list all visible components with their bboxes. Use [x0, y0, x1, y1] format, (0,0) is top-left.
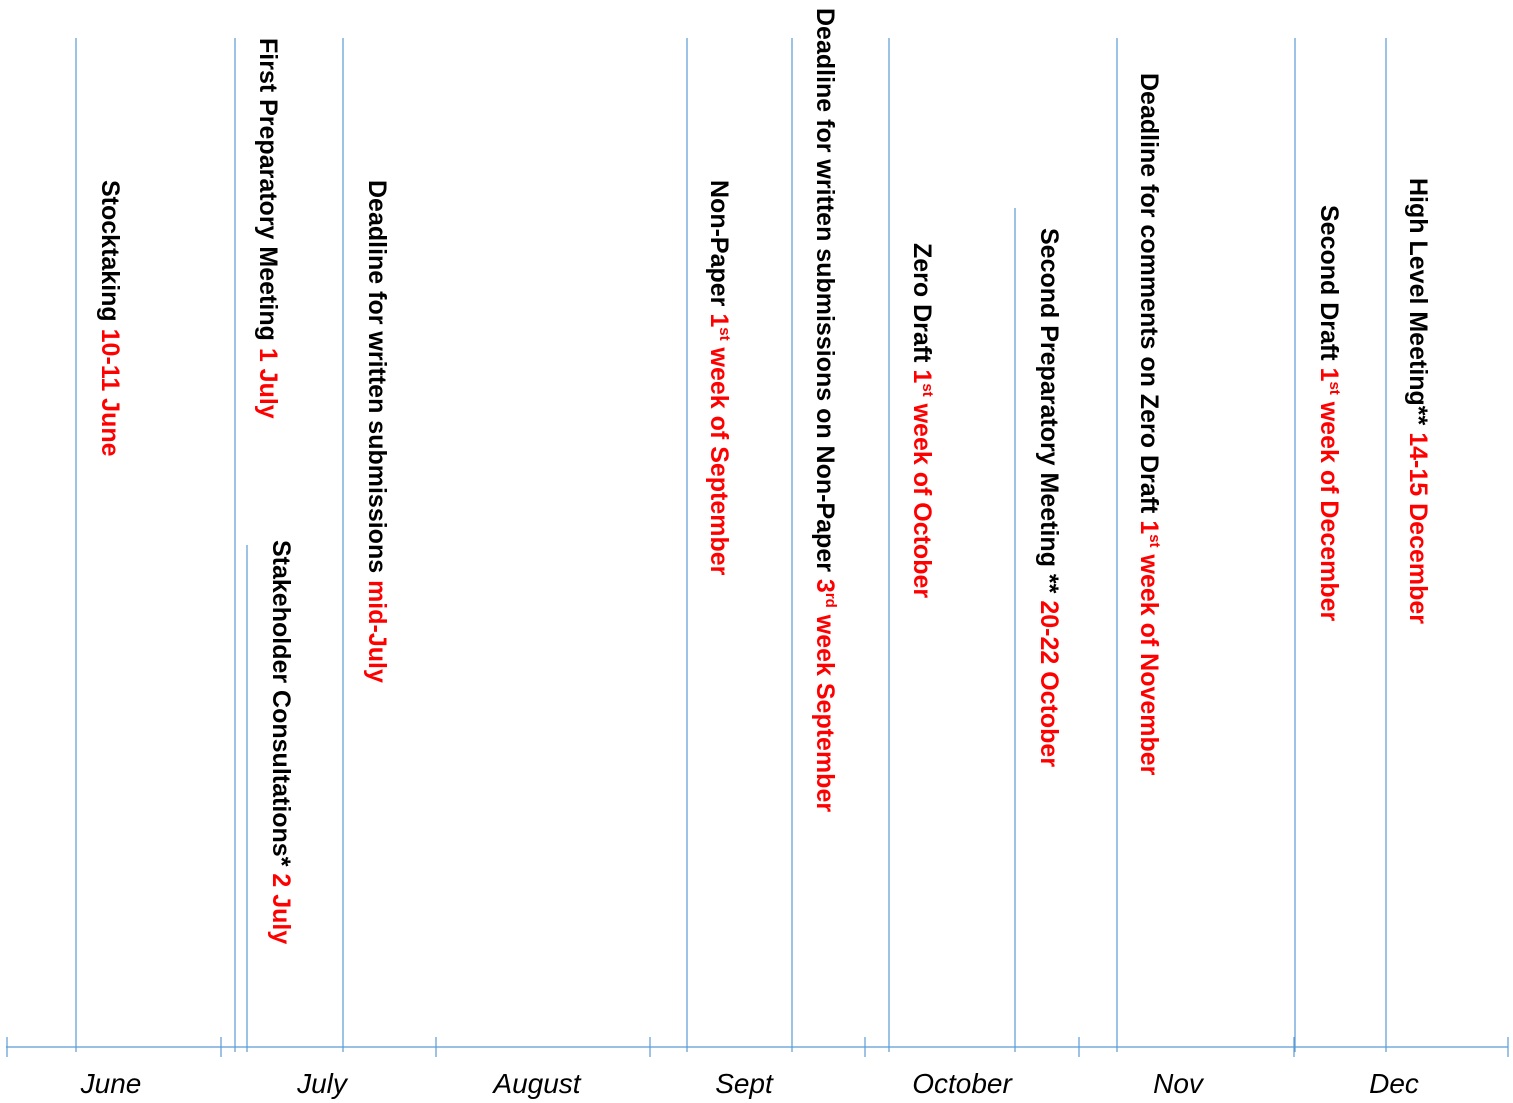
- event-label: [1035, 228, 1063, 767]
- month-label: July: [297, 1068, 347, 1099]
- event-title: Stakeholder Consultations*: [267, 540, 295, 874]
- event-date: week of September: [705, 340, 733, 576]
- event-title: Second Preparatory Meeting **: [1035, 228, 1063, 601]
- event-date: 3: [811, 578, 839, 593]
- event-label: [908, 243, 936, 598]
- event-title: Deadline for written submissions: [363, 180, 391, 581]
- event-date: week of December: [1315, 394, 1343, 622]
- event-marker: [343, 38, 391, 1052]
- event-date: 10-11 June: [96, 328, 124, 457]
- month-label: October: [912, 1068, 1012, 1099]
- event-label: [1404, 178, 1432, 624]
- event-date: 1 July: [254, 347, 282, 419]
- month-label: Nov: [1153, 1068, 1203, 1099]
- event-date: 2 July: [267, 873, 295, 945]
- month-label: Dec: [1369, 1068, 1419, 1099]
- event-date: st: [919, 383, 936, 397]
- event-label: [96, 180, 124, 457]
- event-marker: [1386, 38, 1432, 1052]
- event-label: [267, 540, 295, 944]
- event-date: rd: [822, 592, 839, 608]
- event-title: Zero Draft: [908, 243, 936, 370]
- event-date: 20-22 October: [1035, 600, 1063, 768]
- event-date: st: [1326, 381, 1343, 395]
- event-marker: [792, 8, 839, 1052]
- event-date: week of November: [1135, 547, 1163, 776]
- event-label: [363, 180, 391, 683]
- event-marker: [889, 38, 936, 1052]
- event-date: st: [1146, 534, 1163, 548]
- event-date: week of October: [908, 396, 936, 599]
- event-date: 1: [1315, 367, 1343, 382]
- event-marker: [1117, 38, 1163, 1052]
- event-label: [254, 38, 282, 419]
- event-title: Deadline for written submissions on Non-Paper: [811, 8, 839, 579]
- event-marker: [1295, 38, 1343, 1052]
- event-marker: [247, 540, 295, 1052]
- event-title: First Preparatory Meeting: [254, 38, 282, 348]
- event-label: [705, 180, 733, 576]
- event-marker: [1015, 208, 1063, 1052]
- month-axis: [6, 1037, 1508, 1099]
- event-label: [1135, 73, 1163, 776]
- event-date: mid-July: [363, 580, 391, 683]
- event-date: 14-15 December: [1404, 432, 1432, 625]
- event-date: 1: [1135, 520, 1163, 535]
- event-markers: [76, 8, 1432, 1052]
- month-label: June: [80, 1068, 142, 1099]
- event-marker: [76, 38, 124, 1052]
- event-date: week September: [811, 607, 839, 813]
- event-title: Deadline for comments on Zero Draft: [1135, 73, 1163, 521]
- event-label: [1315, 205, 1343, 622]
- event-title: Non-Paper: [705, 180, 733, 314]
- month-label: Sept: [715, 1068, 773, 1099]
- event-label: [811, 8, 839, 812]
- event-title: High Level Meeting**: [1404, 178, 1432, 433]
- event-title: Second Draft: [1315, 205, 1343, 368]
- event-date: 1: [908, 369, 936, 384]
- event-date: st: [716, 327, 733, 341]
- event-date: 1: [705, 313, 733, 328]
- event-marker: [687, 38, 733, 1052]
- event-title: Stocktaking: [96, 180, 124, 329]
- month-label: August: [493, 1068, 581, 1099]
